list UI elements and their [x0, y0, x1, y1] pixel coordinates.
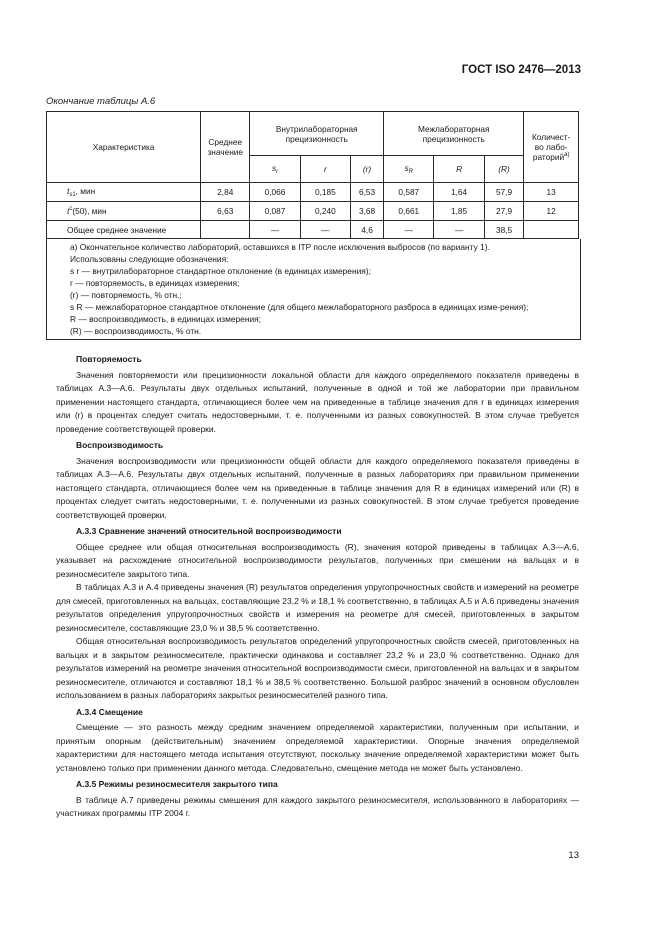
cell-r: 0,185: [300, 183, 350, 202]
paragraph: В таблицах А.3 и А.4 приведены значения (R) результатов определения упругопрочностных свойств и измерений на реометре для смесей, приготовленных на вальцах, составляющие 23,2 % и 18,1 % соответственно, в таблицах А.5 и А.6 приведены значения результатов определения упругопрочностных свойств и измерения на реометре для смесей, приготовленных в закрытом резиносмесителе, составляющие 23,0 % и 38,5 % соответственно.: [56, 582, 579, 633]
footnote-used: Использованы следующие обозначения:: [70, 254, 229, 264]
cell-r: 0,240: [300, 202, 350, 221]
paragraph: Значения повторяемости или прецизионности локальной области для каждого определяемого показателя приведены в таблицах А.3—А.6. Результаты двух отдельных испытаний, полученные в одной и той же лаборатории при правильном применении настоящего стандарта, отличающиеся более чем на приведенные в таблице значения для r в единицах измерения или (r) в процентах следует считать недостоверными, т. е. полученными из разных совокупностей. В этом случае требуется проведение соответствующей проверки.: [56, 369, 579, 434]
cell-sr: —: [250, 221, 300, 239]
cell-r-percent: 6,53: [350, 183, 383, 202]
col-header-interlab: Межлабораторная прецизионность: [384, 112, 524, 156]
cell-r-percent: 4,6: [350, 221, 383, 239]
col-header-R-percent: (R): [484, 156, 524, 183]
cell-mean: 2,84: [201, 183, 250, 202]
cell-sR: —: [384, 221, 434, 239]
paragraph: Общее среднее или общая относительная воспроизводимость (R), значения которой приведены в таблицах А.3—А.6, указывает на расхождение относительной воспроизводимости результатов, полученных при смешении на вальцах и в резиносмесителе закрытого типа.: [56, 541, 579, 579]
cell-mean: [201, 221, 250, 239]
footnote-line: s r — внутрилабораторное стандартное отклонение (в единицах измерения);: [70, 266, 371, 276]
table-row: [47, 202, 579, 221]
cell-r: —: [300, 221, 350, 239]
col-header-r: r: [300, 156, 350, 183]
cell-r-percent: 3,68: [350, 202, 383, 221]
col-header-mean: Среднее значение: [201, 112, 250, 183]
paragraph: Значения воспроизводимости или прецизионности общей области для каждого определяемого показателя приведены в таблицах А.3—А.6. Результаты двух отдельных испытаний, полученные в разных лабораториях при правильном применении настоящего стандарта, отличающиеся более чем на приведенные в таблице значения для R в единицах измерений или (R) в процентах следует считать недостоверными, т. е. полученными из разных совокупностей. В этом случае требуется проведение соответствующей проверки.: [56, 455, 579, 520]
cell-lab-count: 13: [524, 183, 579, 202]
col-header-R: R: [434, 156, 484, 183]
col-header-characteristic: Характеристика: [47, 112, 201, 183]
cell-sR: 0,661: [384, 202, 434, 221]
heading-a33: А.3.3 Сравнение значений относительной воспроизводимости: [76, 526, 342, 536]
row-label: $t^c(50)$, мин: [47, 202, 201, 221]
footnote-line: s R — межлабораторное стандартное отклонение (для общего межлабораторного разброса в единицах изме-рения);: [70, 302, 529, 312]
table-row-overall: [47, 221, 579, 239]
table-caption: Окончание таблицы А.6: [46, 96, 156, 107]
col-header-r-percent: (r): [350, 156, 383, 183]
cell-mean: 6,63: [201, 202, 250, 221]
cell-sR: 0,587: [384, 183, 434, 202]
paragraph: Смещение — это разность между средним значением определяемой характеристики, полученным при испытании, и принятым опорным (действительным) значением определяемой характеристики. Опорные значения определяемой характеристики для настоящего метода испытания отсутствуют, поскольку значение определяемой характеристики может быть установлено только при применении данного метода. Следовательно, смещение метода не может быть установлено.: [56, 722, 579, 773]
body-text: [56, 350, 579, 821]
footnote-line: R — воспроизводимость, в единицах измерения;: [70, 314, 261, 324]
cell-R: 1,64: [434, 183, 484, 202]
table-row: [47, 183, 579, 202]
cell-R-percent: 38,5: [484, 221, 524, 239]
row-label: Общее среднее значение: [47, 221, 201, 239]
col-header-sR: $s_R$: [384, 156, 434, 183]
heading-repeatability: Повторяемость: [76, 354, 142, 364]
footnote-line: (r) — повторяемость, % отн.;: [70, 290, 182, 300]
heading-a34: А.3.4 Смещение: [76, 706, 143, 717]
row-label: $t_{s1}$, мин: [47, 183, 201, 202]
table-footnotes: [46, 239, 581, 340]
heading-a35: А.3.5 Режимы резиносмесителя закрытого типа: [76, 779, 278, 789]
paragraph: Общая относительная воспроизводимость результатов определений упругопрочностных свойств смесей, приготовленных на вальцах и в закрытом резиносмесителе, практически одинакова и составляет 23,2 % и 23,0 % соответственно. Однако для результатов измерений на реометре значения относительной воспроизводимости смеси, приготовленной на вальцах и в закрытом резиносмесителе, отличаются и составляют 18,1 % и 38,5 % соответственно. Большой разброс значений в основном обусловлен использованием в разных лабораториях закрытых резиносмесителей разного типа.: [56, 636, 579, 700]
col-header-sr: $s_r$: [250, 156, 300, 183]
paragraph: В таблице А.7 приведены режимы смешения для каждого закрытого резиносмесителя, использованного в лабораториях — участниках программы ITP 2004 г.: [56, 794, 579, 818]
cell-R: —: [434, 221, 484, 239]
page-number: 13: [568, 850, 579, 861]
document-id: ГОСТ ISO 2476—2013: [461, 64, 581, 76]
col-header-lab-count: Количест-во лабо-раторий$^{а)}$: [524, 112, 579, 183]
heading-reproducibility: Воспроизводимость: [76, 440, 164, 450]
cell-sr: 0,087: [250, 202, 300, 221]
cell-lab-count: 12: [524, 202, 579, 221]
footnote-a: а) Окончательное количество лабораторий, оставшихся в ITP после исключения выбросов (по варианту 1).: [70, 242, 490, 252]
cell-lab-count: [524, 221, 579, 239]
cell-R-percent: 57,9: [484, 183, 524, 202]
cell-sr: 0,066: [250, 183, 300, 202]
footnote-line: r — повторяемость, в единицах измерения;: [70, 278, 240, 288]
precision-table: [46, 111, 579, 239]
cell-R-percent: 27,9: [484, 202, 524, 221]
footnote-line: (R) — воспроизводимость, % отн.: [70, 326, 202, 336]
cell-R: 1,85: [434, 202, 484, 221]
col-header-intralab: Внутрилабораторная прецизионность: [250, 112, 384, 156]
